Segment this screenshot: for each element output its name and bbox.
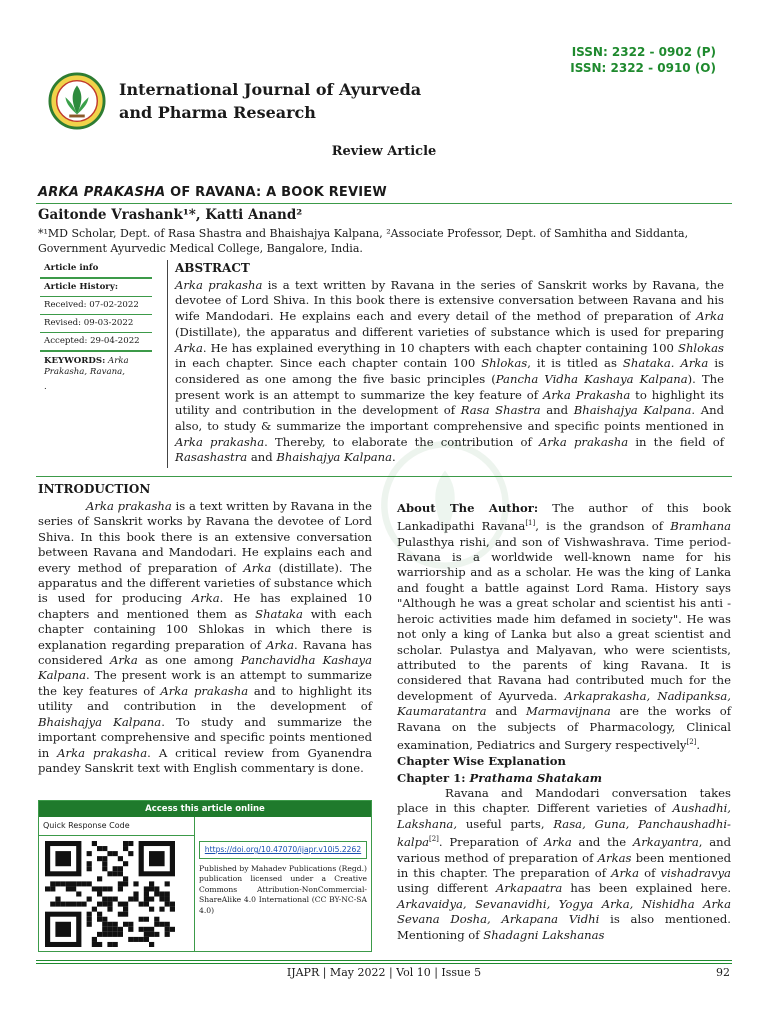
issn-print: ISSN: 2322 - 0902 (P) bbox=[571, 45, 716, 59]
accepted-date: Accepted: 29-04-2022 bbox=[40, 333, 152, 352]
chapter1-label: Chapter 1: bbox=[397, 770, 470, 785]
issn-block bbox=[556, 44, 716, 76]
affiliation-line2: Government Ayurvedic Medical College, Bangalore, India. bbox=[38, 242, 363, 255]
title-rule bbox=[36, 203, 732, 204]
abstract-divider bbox=[167, 260, 168, 468]
abstract bbox=[175, 261, 724, 466]
license-text: Published by Mahadev Publications (Regd.) publication licensed under a Creative Commons Attribution-NonCommercial-ShareAlike 4.0 International (CC BY-NC-SA 4.0) bbox=[199, 864, 367, 915]
abstract-body: Arka prakasha is a text written by Ravana in the series of Sanskrit works by Ravana, the devotee of Lord Shiva. In this book there is extensive conversation between Ravana and his wife Mandodari. He explains each and every detail of the method of preparation of Arka (Distillate), the apparatus and different varieties of substance which is used for preparing Arka. He has explained everything in 10 chapters with each chapter containing 100 Shlokas in each chapter. Since each chapter contain 100 Shlokas, it is titled as Shataka. Arka is considered as one among the five basic principles (Pancha Vidha Kashaya Kalpana). The present work is an attempt to summarize the key feature of Arka Prakasha to highlight its utility and contribution in the development of Rasa Shastra and Bhaishajya Kalpana. And also, to study & summarize the important comprehensive and specific points mentioned in Arka prakasha. Thereby, to elaborate the contribution of Arka prakasha in the field of Rasashastra and Bhaishajya Kalpana. bbox=[175, 277, 725, 465]
chapter1-name: Prathama Shatakam bbox=[469, 770, 602, 785]
journal-name-line2: and Pharma Research bbox=[119, 103, 316, 122]
qr-divider bbox=[39, 835, 194, 836]
journal-name-line1: International Journal of Ayurveda bbox=[119, 80, 422, 99]
access-box bbox=[38, 800, 372, 952]
article-info-heading: Article info bbox=[40, 260, 152, 279]
article-type: Review Article bbox=[331, 144, 437, 159]
doi-link[interactable]: https://doi.org/10.47070/ijapr.v10i5.2262 bbox=[199, 841, 367, 859]
footer-text: IJAPR | May 2022 | Vol 10 | Issue 5 bbox=[286, 966, 482, 979]
keywords-dot: . bbox=[44, 382, 47, 392]
received-date: Received: 07-02-2022 bbox=[40, 297, 152, 315]
about-author: About The Author: The author of this book Lankadipathi Ravana[1], is the grandson of Bramhana Pulasthya rishi, and son of Vishwashrava. Time period- Ravana is a worldwide well-known name for his warriorship and as a scholar. He was the king of Lanka and fought a battle against Lord Rama. History says "Although he was a great scholar and scientist his anti - heroic activities made him defamed in society". He was not only a king of Lanka but also a great scientist and scholar. Pulastya and Malyavan, who were scientists, attributed to the parents of king Ravana. It is considered that Ravana had contributed much for the development of Ayurveda. Arkaprakasha, Nadipanksa, Kaumaratantra and Marmavijnana are the works of Ravana on the subjects of Pharmacology, Clinical examination, Pediatrics and Surgery respectively[2]. bbox=[397, 501, 731, 752]
qr-code-icon[interactable] bbox=[45, 841, 175, 947]
access-divider bbox=[194, 817, 195, 951]
affiliation bbox=[38, 226, 738, 256]
revised-date: Revised: 09-03-2022 bbox=[40, 315, 152, 333]
article-info-panel bbox=[40, 260, 152, 397]
introduction-heading: INTRODUCTION bbox=[38, 482, 151, 496]
article-title-rest: OF RAVANA: A BOOK REVIEW bbox=[165, 185, 387, 200]
right-column bbox=[397, 501, 731, 943]
introduction-body: Arka prakasha is a text written by Ravana in the series of Sanskrit works by Ravana the devotee of Lord Shiva. In this book there is an extensive conversation between Ravana and Mandodari. He explains each and every method of preparation of Arka (distillate). The apparatus and the different varieties of substance which is used for producing Arka. He has explained 10 chapters and mentioned them as Shataka with each chapter containing 100 Shlokas in which there is explanation regarding preparation of Arka. Ravana has considered Arka as one among Panchavidha Kashaya Kalpana. The present work is an attempt to summarize the key features of Arka prakasha and to highlight its utility and contribution in the development of Bhaishajya Kalpana. To study and summarize the important comprehensive and specific points mentioned in Arka prakasha. A critical review from Gyanendra pandey Sanskrit text with English commentary is done. bbox=[38, 499, 373, 775]
footer-rule-2 bbox=[36, 963, 732, 964]
abstract-heading: ABSTRACT bbox=[175, 261, 250, 275]
qr-label: Quick Response Code bbox=[43, 821, 130, 830]
keywords-label: KEYWORDS: bbox=[44, 356, 106, 366]
journal-name bbox=[119, 78, 421, 124]
journal-logo-icon bbox=[48, 72, 106, 130]
chapter1-body: Ravana and Mandodari conversation takes place in this chapter. Different varieties of Aushadhi, Lakshana, useful parts, Rasa, Guna, Panchaushadhi-kalpa[2]. Preparation of Arka and the Arkayantra, and various method of preparation of Arkas been mentioned in this chapter. The preparation of Arka of vishadravya using different Arkapaatra has been explained here. Arkavaidya, Sevanavidhi, Yogya Arka, Nishidha Arka Sevana Dosha, Arkapana Vidhi is also mentioned. Mentioning of Shadagni Lakshanas bbox=[397, 786, 732, 942]
issn-online: ISSN: 2322 - 0910 (O) bbox=[570, 61, 716, 75]
introduction-text bbox=[38, 499, 372, 776]
article-title bbox=[38, 185, 387, 200]
affiliation-line1: *¹MD Scholar, Dept. of Rasa Shastra and Bhaishajya Kalpana, ²Associate Professor, Dept. of Samhitha and Siddanta, bbox=[38, 227, 689, 240]
keywords-text: Arka Prakasha, Ravana, bbox=[44, 356, 129, 377]
chapter1-heading bbox=[397, 771, 731, 786]
keywords bbox=[40, 352, 152, 382]
footer-rule bbox=[36, 960, 732, 961]
access-bar: Access this article online bbox=[39, 801, 371, 817]
article-title-italic: ARKA PRAKASHA bbox=[38, 185, 166, 200]
article-history-label: Article History: bbox=[40, 279, 152, 297]
chapter-wise-heading: Chapter Wise Explanation bbox=[397, 754, 566, 769]
authors: Gaitonde Vrashank¹*, Katti Anand² bbox=[38, 207, 303, 223]
page-number: 92 bbox=[716, 966, 730, 979]
